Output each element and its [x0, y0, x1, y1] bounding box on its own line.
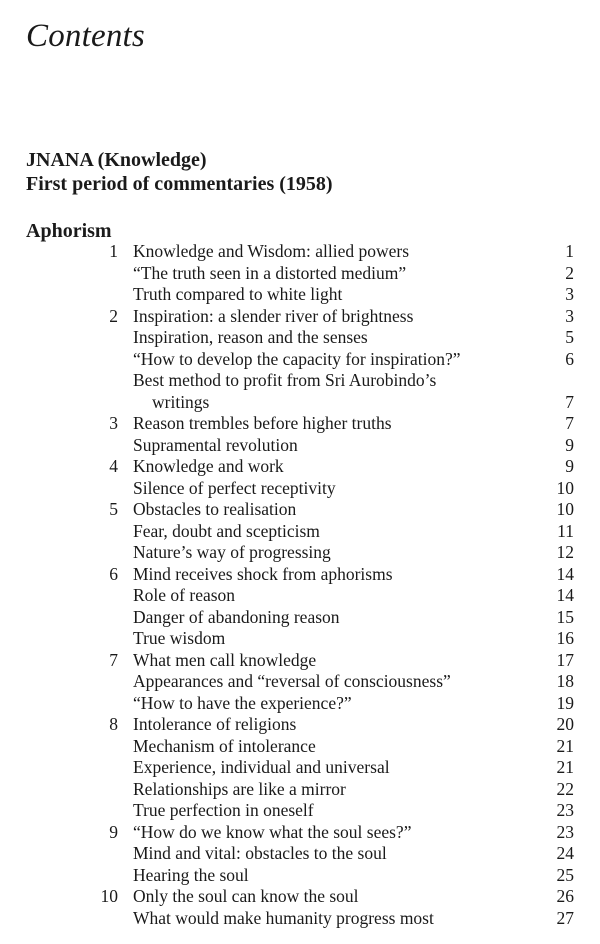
page-number: 7 [565, 413, 574, 433]
page-number: 27 [556, 907, 574, 928]
page-number: 3 [565, 305, 574, 326]
toc-entry [0, 564, 600, 586]
entry-title [133, 585, 523, 607]
entry-title [133, 628, 523, 650]
entry-title-text: Inspiration: a slender river of brightness [133, 305, 414, 326]
page-number: 19 [556, 692, 574, 713]
aphorism-number: 1 [109, 241, 118, 261]
aphorism-number: 7 [109, 649, 118, 670]
toc-entry [0, 241, 600, 263]
page-number: 11 [557, 520, 574, 541]
page-number: 10 [556, 499, 574, 519]
page-number: 10 [556, 477, 574, 498]
entry-title-text: Truth compared to white light [133, 284, 343, 304]
section-heading [26, 148, 333, 196]
toc-entry [0, 628, 600, 650]
entry-title-text: “How do we know what the soul sees?” [133, 821, 412, 842]
page-number: 3 [565, 284, 574, 304]
aphorism-number: 5 [109, 499, 118, 519]
entry-title [133, 564, 523, 586]
entry-title-continuation: writings [152, 391, 210, 412]
toc-entry [0, 843, 600, 865]
page-number: 24 [556, 843, 574, 863]
page-number: 2 [565, 262, 574, 283]
page-number: 15 [556, 606, 574, 627]
toc-entry [0, 499, 600, 521]
toc-entry [0, 370, 600, 413]
aphorism-number: 6 [109, 563, 118, 584]
aphorism-number: 4 [109, 456, 118, 476]
entry-title [133, 370, 523, 413]
toc-entry [0, 671, 600, 693]
page-number: 18 [556, 671, 574, 691]
page-number: 17 [556, 649, 574, 670]
entry-title-text: Supramental revolution [133, 434, 298, 455]
entry-title-text: “The truth seen in a distorted medium” [133, 262, 407, 283]
entry-title [133, 736, 523, 758]
toc-entry [0, 693, 600, 715]
entry-title-text: Knowledge and work [133, 456, 284, 476]
toc-entry [0, 456, 600, 478]
entry-title-text: True perfection in oneself [133, 800, 314, 820]
page-number: 23 [556, 821, 574, 842]
entry-title [133, 908, 523, 930]
entry-title-text: Relationships are like a mirror [133, 778, 346, 799]
toc-entry [0, 886, 600, 908]
toc-entry [0, 757, 600, 779]
entry-title-text: Best method to profit from Sri Aurobindo’s [133, 370, 437, 390]
entry-title-text: What would make humanity progress most [133, 907, 434, 928]
entry-title-text: Role of reason [133, 585, 236, 605]
section-subtitle: First period of commentaries (1958) [26, 173, 333, 195]
page-number: 7 [565, 391, 574, 412]
aphorism-column-heading: Aphorism [26, 220, 112, 242]
toc-entry [0, 585, 600, 607]
entry-title [133, 499, 523, 521]
contents-list [0, 241, 600, 929]
page-number: 14 [556, 585, 574, 605]
entry-title [133, 671, 523, 693]
page-number: 14 [556, 563, 574, 584]
aphorism-number: 3 [109, 413, 118, 433]
page-number: 6 [565, 348, 574, 369]
aphorism-number: 9 [109, 821, 118, 842]
toc-entry [0, 284, 600, 306]
entry-title-text: Inspiration, reason and the senses [133, 327, 368, 347]
toc-entry [0, 714, 600, 736]
entry-title-text: Only the soul can know the soul [133, 886, 359, 906]
entry-title-text: Reason trembles before higher truths [133, 413, 392, 433]
toc-entry [0, 736, 600, 758]
entry-title [133, 456, 523, 478]
page-number: 23 [556, 800, 574, 820]
toc-entry [0, 327, 600, 349]
page-number: 21 [556, 735, 574, 756]
page-number: 5 [565, 327, 574, 347]
entry-title [133, 542, 523, 564]
entry-title [133, 435, 523, 457]
entry-title [133, 800, 523, 822]
page-number: 22 [556, 778, 574, 799]
entry-title [133, 779, 523, 801]
entry-title [133, 306, 523, 328]
toc-entry [0, 435, 600, 457]
page-title: Contents [26, 18, 145, 54]
page-number: 21 [556, 757, 574, 777]
entry-title [133, 650, 523, 672]
entry-title-text: Knowledge and Wisdom: allied powers [133, 241, 410, 261]
toc-entry [0, 413, 600, 435]
entry-title [133, 327, 523, 349]
toc-entry [0, 306, 600, 328]
entry-title [133, 843, 523, 865]
entry-title-text: Mind receives shock from aphorisms [133, 563, 393, 584]
entry-title-text: Danger of abandoning reason [133, 606, 340, 627]
toc-entry [0, 800, 600, 822]
toc-entry [0, 865, 600, 887]
entry-title-text: Nature’s way of progressing [133, 542, 331, 562]
entry-title [133, 757, 523, 779]
entry-title [133, 349, 523, 371]
toc-entry [0, 521, 600, 543]
page-number: 12 [556, 542, 574, 562]
entry-title [133, 822, 523, 844]
entry-title-text: What men call knowledge [133, 649, 317, 670]
page-number: 16 [556, 628, 574, 648]
entry-title-text: Mind and vital: obstacles to the soul [133, 843, 387, 863]
page-number: 9 [565, 456, 574, 476]
toc-entry [0, 822, 600, 844]
toc-entry [0, 650, 600, 672]
aphorism-number: 10 [100, 886, 118, 906]
entry-title [133, 886, 523, 908]
entry-title [133, 263, 523, 285]
entry-title-text: Intolerance of religions [133, 714, 297, 734]
page-number: 26 [556, 886, 574, 906]
entry-title-text: True wisdom [133, 628, 226, 648]
entry-title-text: “How to have the experience?” [133, 692, 352, 713]
entry-title [133, 693, 523, 715]
toc-entry [0, 908, 600, 930]
entry-title [133, 241, 523, 263]
entry-title [133, 413, 523, 435]
entry-title [133, 521, 523, 543]
entry-title-text: Obstacles to realisation [133, 499, 297, 519]
entry-title-text: Silence of perfect receptivity [133, 477, 336, 498]
entry-title [133, 284, 523, 306]
entry-title-text: Hearing the soul [133, 864, 249, 885]
section-title: JNANA (Knowledge) [26, 149, 207, 171]
entry-title-text: Mechanism of intolerance [133, 735, 316, 756]
aphorism-number: 2 [109, 305, 118, 326]
entry-title [133, 865, 523, 887]
page-number: 25 [556, 864, 574, 885]
toc-entry [0, 779, 600, 801]
toc-entry [0, 478, 600, 500]
toc-entry [0, 349, 600, 371]
aphorism-number: 8 [109, 714, 118, 734]
toc-entry [0, 542, 600, 564]
entry-title-text: Experience, individual and universal [133, 757, 390, 777]
page-number: 9 [565, 434, 574, 455]
entry-title [133, 714, 523, 736]
page-number: 1 [565, 241, 574, 261]
entry-title [133, 607, 523, 629]
entry-title-text: “How to develop the capacity for inspiration?” [133, 348, 461, 369]
entry-title-text: Fear, doubt and scepticism [133, 520, 320, 541]
entry-title [133, 478, 523, 500]
page-number: 20 [556, 714, 574, 734]
toc-entry [0, 263, 600, 285]
entry-title-text: Appearances and “reversal of consciousness” [133, 671, 451, 691]
toc-entry [0, 607, 600, 629]
